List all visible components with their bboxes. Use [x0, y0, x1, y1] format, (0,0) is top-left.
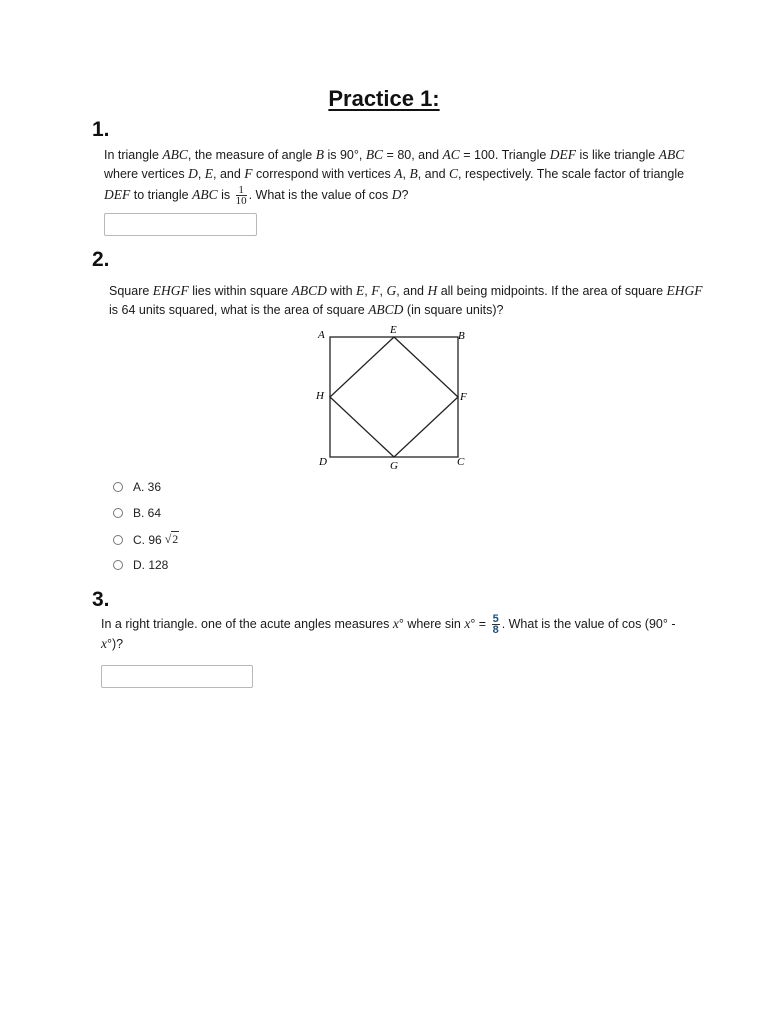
question-1-text	[104, 146, 704, 206]
question-1-number: 1.	[92, 118, 110, 141]
option-a[interactable]: A. 36	[113, 480, 161, 494]
question-2-text	[109, 282, 709, 319]
question-1-line-1: In triangle ABC, the measure of angle B is 90°, BC = 80, and AC = 100. Triangle DEF is like triangle ABC	[104, 147, 685, 162]
label-c: C	[457, 456, 465, 468]
label-d: D	[319, 456, 327, 468]
squares-figure	[310, 322, 470, 474]
question-3-number: 3.	[92, 588, 110, 611]
radio-option-a[interactable]	[113, 482, 123, 492]
label-g: G	[390, 460, 398, 472]
page-title: Practice 1:	[328, 86, 440, 111]
option-c[interactable]: C. 96 √2	[113, 532, 179, 547]
square-ehgf	[330, 337, 458, 457]
question-3-line-1: In a right triangle. one of the acute angles measures x° where sin x° = $\frac{5}{8}$ . What is the value of cos (90° -	[101, 613, 676, 636]
question-3-answer-input[interactable]	[101, 665, 253, 688]
label-f: F	[460, 391, 467, 403]
radio-option-b[interactable]	[113, 508, 123, 518]
label-a: A	[318, 329, 325, 341]
label-h: H	[316, 390, 324, 402]
label-b: B	[458, 330, 465, 342]
question-3-text	[101, 614, 701, 654]
square-abcd	[330, 337, 458, 457]
option-d[interactable]: D. 128	[113, 558, 168, 572]
radio-option-c[interactable]	[113, 535, 123, 545]
scale-factor-fraction: $\frac{1}{10}$	[235, 184, 247, 207]
question-1-line-3: DEF to triangle ABC is $\frac{1}{10}$ . What is the value of cos D?	[104, 184, 409, 207]
question-2-number: 2.	[92, 248, 110, 271]
question-1-answer-input[interactable]	[104, 213, 257, 236]
sine-fraction: $\frac{5}{8}$	[492, 613, 499, 636]
question-1-line-2: where vertices D, E, and F correspond with vertices A, B, and C, respectively. The scale factor of triangle	[104, 165, 685, 181]
question-2-line-2: is 64 units squared, what is the area of square ABCD (in square units)?	[109, 301, 504, 317]
sqrt-symbol: √2	[164, 532, 179, 546]
label-e: E	[390, 324, 397, 336]
radio-option-d[interactable]	[113, 560, 123, 570]
question-2-line-1: Square EHGF lies within square ABCD with E, F, G, and H all being midpoints. If the area of square EHGF	[109, 283, 703, 298]
question-3-line-2: x°)?	[101, 636, 124, 651]
option-b[interactable]: B. 64	[113, 506, 161, 520]
